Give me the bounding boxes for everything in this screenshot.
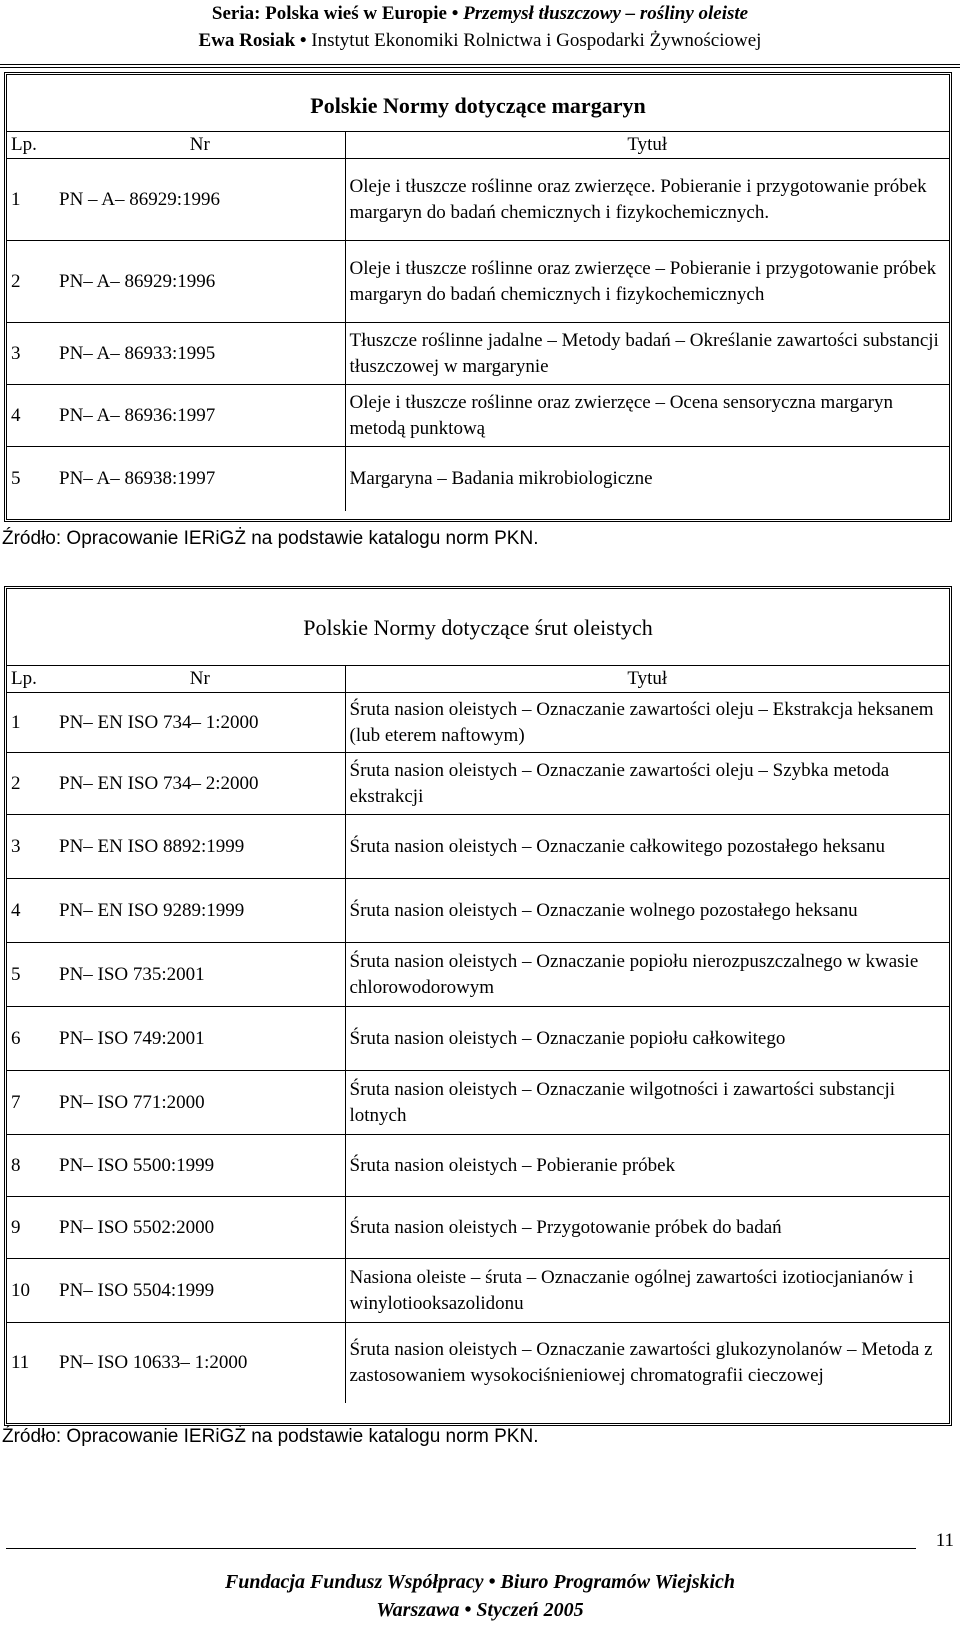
table-row	[7, 447, 949, 511]
bullet: •	[464, 1599, 472, 1621]
row-norm-number: PN– EN ISO 8892:1999	[55, 815, 345, 879]
row-lp: 8	[7, 1135, 55, 1197]
city: Warszawa	[376, 1599, 460, 1621]
row-title: Śruta nasion oleistych – Oznaczanie popiołu całkowitego	[345, 1007, 949, 1071]
row-norm-number: PN– EN ISO 734– 2:2000	[55, 753, 345, 815]
table-row	[7, 385, 949, 447]
foundation-name: Fundacja Fundusz Współpracy	[224, 1571, 484, 1593]
row-norm-number: PN– ISO 5504:1999	[55, 1259, 345, 1323]
table-row	[7, 1323, 949, 1403]
table-row	[7, 1135, 949, 1197]
col-header-title: Tytuł	[345, 132, 949, 159]
header-rule	[0, 64, 960, 65]
row-title: Oleje i tłuszcze roślinne oraz zwierzęce. Pobieranie i przygotowanie próbek margaryn do badań chemicznych i fizykochemicznych.	[345, 159, 949, 241]
table-row	[7, 815, 949, 879]
table-row	[7, 1007, 949, 1071]
table-row	[7, 879, 949, 943]
row-norm-number: PN – A– 86929:1996	[55, 159, 345, 241]
table-row	[7, 159, 949, 241]
row-title: Śruta nasion oleistych – Oznaczanie wilgotności i zawartości substancji lotnych	[345, 1071, 949, 1135]
footer	[0, 1568, 960, 1624]
footer-line-2	[0, 1596, 960, 1624]
row-norm-number: PN– ISO 5502:2000	[55, 1197, 345, 1259]
row-title: Tłuszcze roślinne jadalne – Metody badań – Określanie zawartości substancji tłuszczowej w margarynie	[345, 323, 949, 385]
row-title: Oleje i tłuszcze roślinne oraz zwierzęce – Pobieranie i przygotowanie próbek margaryn do badań chemicznych i fizykochemicznych	[345, 241, 949, 323]
row-lp: 7	[7, 1071, 55, 1135]
bullet: •	[299, 30, 307, 51]
table-row	[7, 1197, 949, 1259]
row-lp: 3	[7, 815, 55, 879]
row-lp: 2	[7, 241, 55, 323]
col-header-nr: Nr	[55, 132, 345, 159]
row-lp: 5	[7, 943, 55, 1007]
row-title: Oleje i tłuszcze roślinne oraz zwierzęce – Ocena sensoryczna margaryn metodą punktową	[345, 385, 949, 447]
col-header-title: Tytuł	[345, 666, 949, 693]
margarine-norms-table	[4, 72, 952, 522]
table-row	[7, 1259, 949, 1323]
row-norm-number: PN– ISO 10633– 1:2000	[55, 1323, 345, 1403]
author-line	[0, 27, 960, 54]
bullet: •	[488, 1571, 496, 1593]
page-header	[0, 0, 960, 54]
bullet: •	[451, 3, 459, 24]
row-title: Śruta nasion oleistych – Przygotowanie próbek do badań	[345, 1197, 949, 1259]
series-title: Przemysł tłuszczowy – rośliny oleiste	[463, 3, 749, 24]
row-title: Śruta nasion oleistych – Oznaczanie wolnego pozostałego heksanu	[345, 879, 949, 943]
page-number: 11	[935, 1530, 954, 1551]
row-lp: 6	[7, 1007, 55, 1071]
institute-name: Instytut Ekonomiki Rolnictwa i Gospodarki Żywnościowej	[311, 30, 762, 51]
table-row	[7, 693, 949, 753]
source-note: Źródło: Opracowanie IERiGŻ na podstawie katalogu norm PKN.	[2, 1426, 539, 1447]
row-norm-number: PN– A– 86933:1995	[55, 323, 345, 385]
row-norm-number: PN– ISO 735:2001	[55, 943, 345, 1007]
row-lp: 10	[7, 1259, 55, 1323]
col-header-nr: Nr	[55, 666, 345, 693]
row-norm-number: PN– EN ISO 734– 1:2000	[55, 693, 345, 753]
col-header-lp: Lp.	[7, 132, 55, 159]
row-lp: 4	[7, 385, 55, 447]
author-name: Ewa Rosiak	[198, 30, 296, 51]
bureau-name: Biuro Programów Wiejskich	[500, 1571, 736, 1593]
row-norm-number: PN– ISO 5500:1999	[55, 1135, 345, 1197]
table-row	[7, 241, 949, 323]
row-title: Margaryna – Badania mikrobiologiczne	[345, 447, 949, 511]
row-norm-number: PN– A– 86938:1997	[55, 447, 345, 511]
row-title: Śruta nasion oleistych – Oznaczanie zawartości oleju – Ekstrakcja heksanem (lub eterem naftowym)	[345, 693, 949, 753]
row-norm-number: PN– A– 86936:1997	[55, 385, 345, 447]
series-label: Seria: Polska wieś w Europie	[211, 3, 447, 24]
row-norm-number: PN– A– 86929:1996	[55, 241, 345, 323]
col-header-lp: Lp.	[7, 666, 55, 693]
row-norm-number: PN– EN ISO 9289:1999	[55, 879, 345, 943]
source-note: Źródło: Opracowanie IERiGŻ na podstawie katalogu norm PKN.	[2, 528, 539, 549]
header-rule-2	[0, 67, 960, 68]
row-norm-number: PN– ISO 771:2000	[55, 1071, 345, 1135]
table-title: Polskie Normy dotyczące śrut oleistych	[303, 615, 653, 640]
table-row	[7, 323, 949, 385]
table-title: Polskie Normy dotyczące margaryn	[310, 93, 646, 118]
row-lp: 9	[7, 1197, 55, 1259]
row-lp: 2	[7, 753, 55, 815]
row-title: Śruta nasion oleistych – Oznaczanie zawartości glukozynolanów – Metoda z zastosowaniem wysokociśnieniowej chromatografii cieczowej	[345, 1323, 949, 1403]
footer-rule	[6, 1548, 916, 1549]
footer-line-1	[0, 1568, 960, 1596]
row-title: Śruta nasion oleistych – Oznaczanie popiołu nierozpuszczalnego w kwasie chlorowodorowym	[345, 943, 949, 1007]
row-title: Śruta nasion oleistych – Oznaczanie zawartości oleju – Szybka metoda ekstrakcji	[345, 753, 949, 815]
row-title: Śruta nasion oleistych – Pobieranie próbek	[345, 1135, 949, 1197]
series-line	[0, 0, 960, 27]
row-norm-number: PN– ISO 749:2001	[55, 1007, 345, 1071]
row-lp: 1	[7, 159, 55, 241]
row-lp: 3	[7, 323, 55, 385]
row-title: Nasiona oleiste – śruta – Oznaczanie ogólnej zawartości izotiocjanianów i winylotiooksazolidonu	[345, 1259, 949, 1323]
table-row	[7, 753, 949, 815]
row-title: Śruta nasion oleistych – Oznaczanie całkowitego pozostałego heksanu	[345, 815, 949, 879]
row-lp: 4	[7, 879, 55, 943]
row-lp: 11	[7, 1323, 55, 1403]
table-row	[7, 943, 949, 1007]
date: Styczeń 2005	[476, 1599, 584, 1621]
oilmeal-norms-table	[4, 586, 952, 1426]
table-row	[7, 1071, 949, 1135]
row-lp: 1	[7, 693, 55, 753]
row-lp: 5	[7, 447, 55, 511]
